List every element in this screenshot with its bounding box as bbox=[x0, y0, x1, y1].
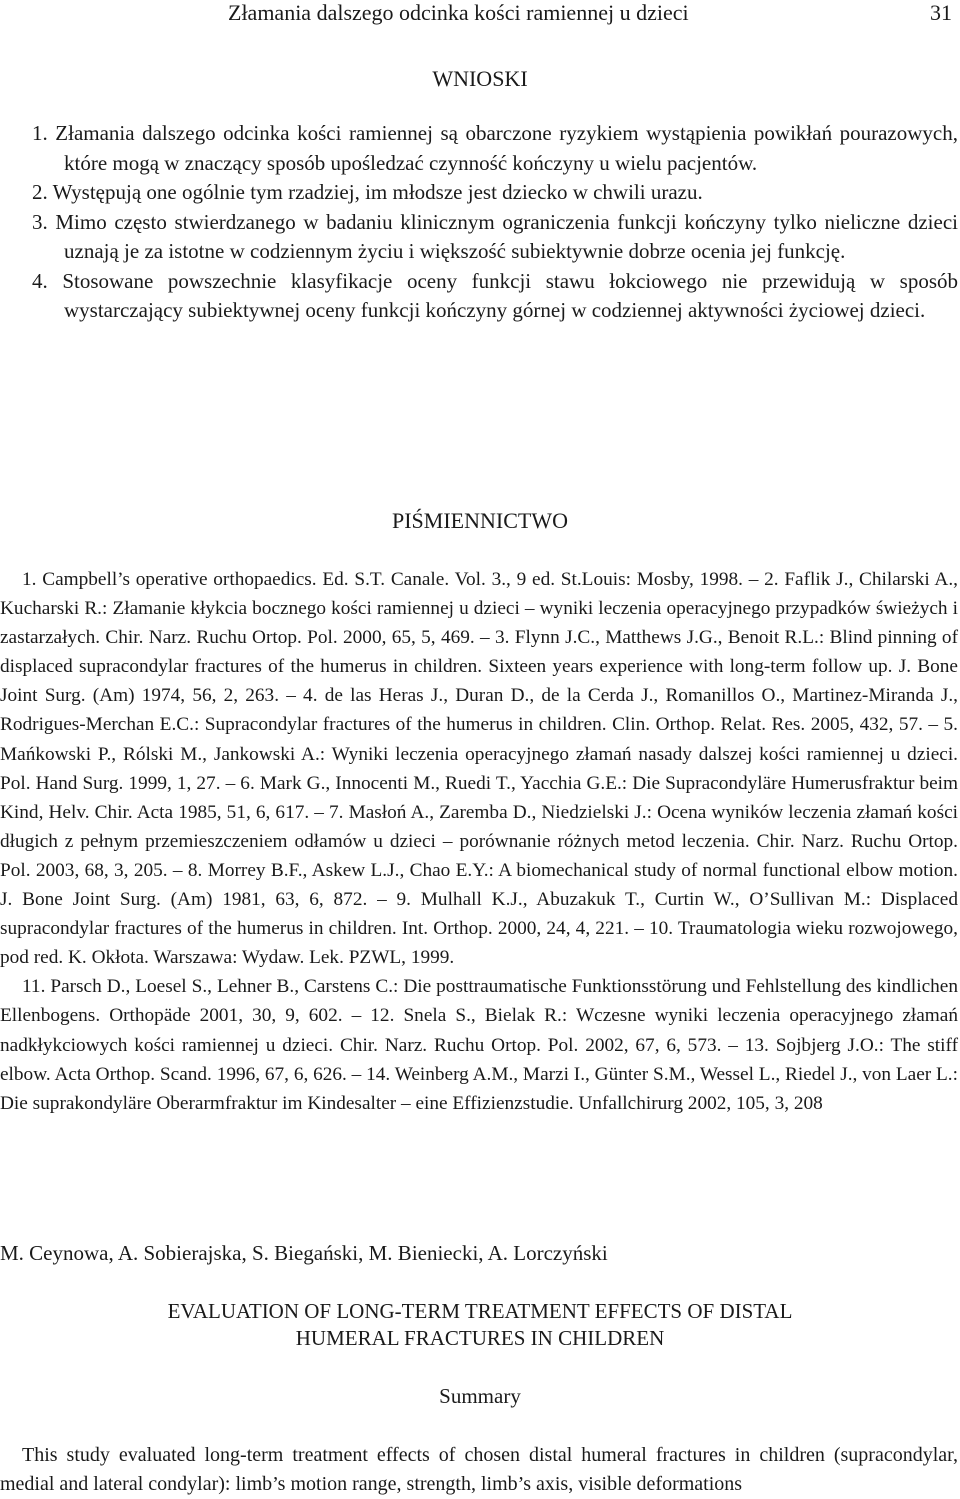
page-number: 31 bbox=[930, 0, 952, 25]
english-title-line: EVALUATION OF LONG-TERM TREATMENT EFFECTS OF DISTAL bbox=[167, 1299, 793, 1323]
references-list bbox=[0, 565, 958, 1118]
summary-paragraph: This study evaluated long-term treatment effects of chosen distal humeral fractures in children (supracondylar, medial and lateral condylar): limb’s motion range, strength, limb’s axis, visible deformations bbox=[0, 1444, 958, 1495]
conclusion-item: 4. Stosowane powszechnie klasyfikacje oceny funkcji stawu łokciowego nie przewidują w sposób wystarczający subiektywnej oceny funkcji kończyny górnej w codziennej aktywności życiowej dzieci. bbox=[32, 268, 958, 322]
summary-heading: Summary bbox=[439, 1384, 521, 1408]
conclusion-item: 3. Mimo często stwierdzanego w badaniu klinicznym ograniczenia funkcji kończyny tylko nieliczne dzieci uznają je za istotne w codziennym życiu i większość subiektywnie dobrze ocenia jej funkcję. bbox=[32, 209, 958, 263]
conclusions-list bbox=[32, 119, 958, 326]
references-paragraph: 1. Campbell’s operative orthopaedics. Ed. S.T. Canale. Vol. 3., 9 ed. St.Louis: Mosby, 1998. – 2. Faflik J., Chilarski A., Kucharski R.: Złamanie kłykcia bocznego kości ramiennej u dzieci – wyniki leczenia operacyjnego przypadków świeżych i zastarzałych. Chir. Narz. Ruchu Ortop. Pol. 2000, 65, 5, 469. – 3. Flynn J.C., Matthews J.G., Benoit R.L.: Blind pinning of displaced supracondylar fractures of the humerus in children. Sixteen years experience with long-term follow up. J. Bone Joint Surg. (Am) 1974, 56, 2, 263. – 4. de las Heras J., Duran D., de la Cerda J., Romanillos O., Martinez-Miranda J., Rodrigues-Merchan E.C.: Supracondylar fractures of the humerus in children. Clin. Orthop. Relat. Res. 2005, 432, 57. – 5. Mańkowski P., Rólski M., Jankowski A.: Wyniki leczenia operacyjnego złamań nasady dalszej kości ramiennej u dzieci. Pol. Hand Surg. 1999, 1, 27. – 6. Mark G., Innocenti M., Ruedi T., Yacchia G.E.: Die Supracondyläre Humerusfraktur beim Kind, Helv. Chir. Acta 1985, 51, 6, 617. – 7. Masłoń A., Zaremba D., Niedzielski J.: Ocena wyników leczenia złamań kości długich z pełnym przemieszczeniem odłamów u dzieci – porównanie różnych metod leczenia. Chir. Narz. Ruchu Ortop. Pol. 2003, 68, 3, 205. – 8. Morrey B.F., Askew L.J., Chao E.Y.: A biomechanical study of normal functional elbow motion. J. Bone Joint Surg. (Am) 1981, 63, 6, 872. – 9. Mulhall K.J., Abuzakuk T., Curtin W., O’Sullivan M.: Displaced supracondylar fractures of the humerus in children. Int. Orthop. 2000, 24, 4, 221. – 10. Traumatologia wieku rozwojowego, pod red. K. Okłota. Warszawa: Wydaw. Lek. PZWL, 1999. bbox=[0, 569, 958, 969]
conclusion-item: 2. Występują one ogólnie tym rzadziej, im młodsze jest dziecko w chwili urazu. bbox=[32, 180, 703, 204]
english-authors: M. Ceynowa, A. Sobierajska, S. Biegański, M. Bieniecki, A. Lorczyński bbox=[0, 1241, 608, 1265]
running-header bbox=[0, 0, 960, 30]
conclusions-heading: WNIOSKI bbox=[432, 66, 528, 91]
references-heading: PIŚMIENNICTWO bbox=[392, 508, 568, 533]
english-title-line: HUMERAL FRACTURES IN CHILDREN bbox=[295, 1326, 665, 1350]
english-title bbox=[0, 1298, 960, 1352]
summary-body bbox=[0, 1441, 958, 1499]
running-title: Złamania dalszego odcinka kości ramiennej u dzieci bbox=[228, 0, 689, 25]
conclusion-item: 1. Złamania dalszego odcinka kości ramiennej są obarczone ryzykiem wystąpienia powikłań pourazowych, które mogą w znaczący sposób upośledzać czynność kończyny u wielu pacjentów. bbox=[32, 121, 958, 175]
references-paragraph: 11. Parsch D., Loesel S., Lehner B., Carstens C.: Die posttraumatische Funktionsstörung und Fehlstellung des kindlichen Ellenbogens. Orthopäde 2001, 30, 9, 602. – 12. Snela S., Bielak R.: Wczesne wyniki leczenia operacyjnego złamań nadkłykciowych kości ramiennej u dzieci. Chir. Narz. Ruchu Ortop. Pol. 2002, 67, 6, 573. – 13. Sojbjerg J.O.: The stiff elbow. Acta Orthop. Scand. 1996, 67, 6, 626. – 14. Weinberg A.M., Marzi I., Günter S.M., Wessel L., Riedel J., von Laer L.: Die suprakondyläre Oberarmfraktur im Kindesalter – eine Effizienzstudie. Unfallchirurg 2002, 105, 3, 208 bbox=[0, 976, 958, 1114]
